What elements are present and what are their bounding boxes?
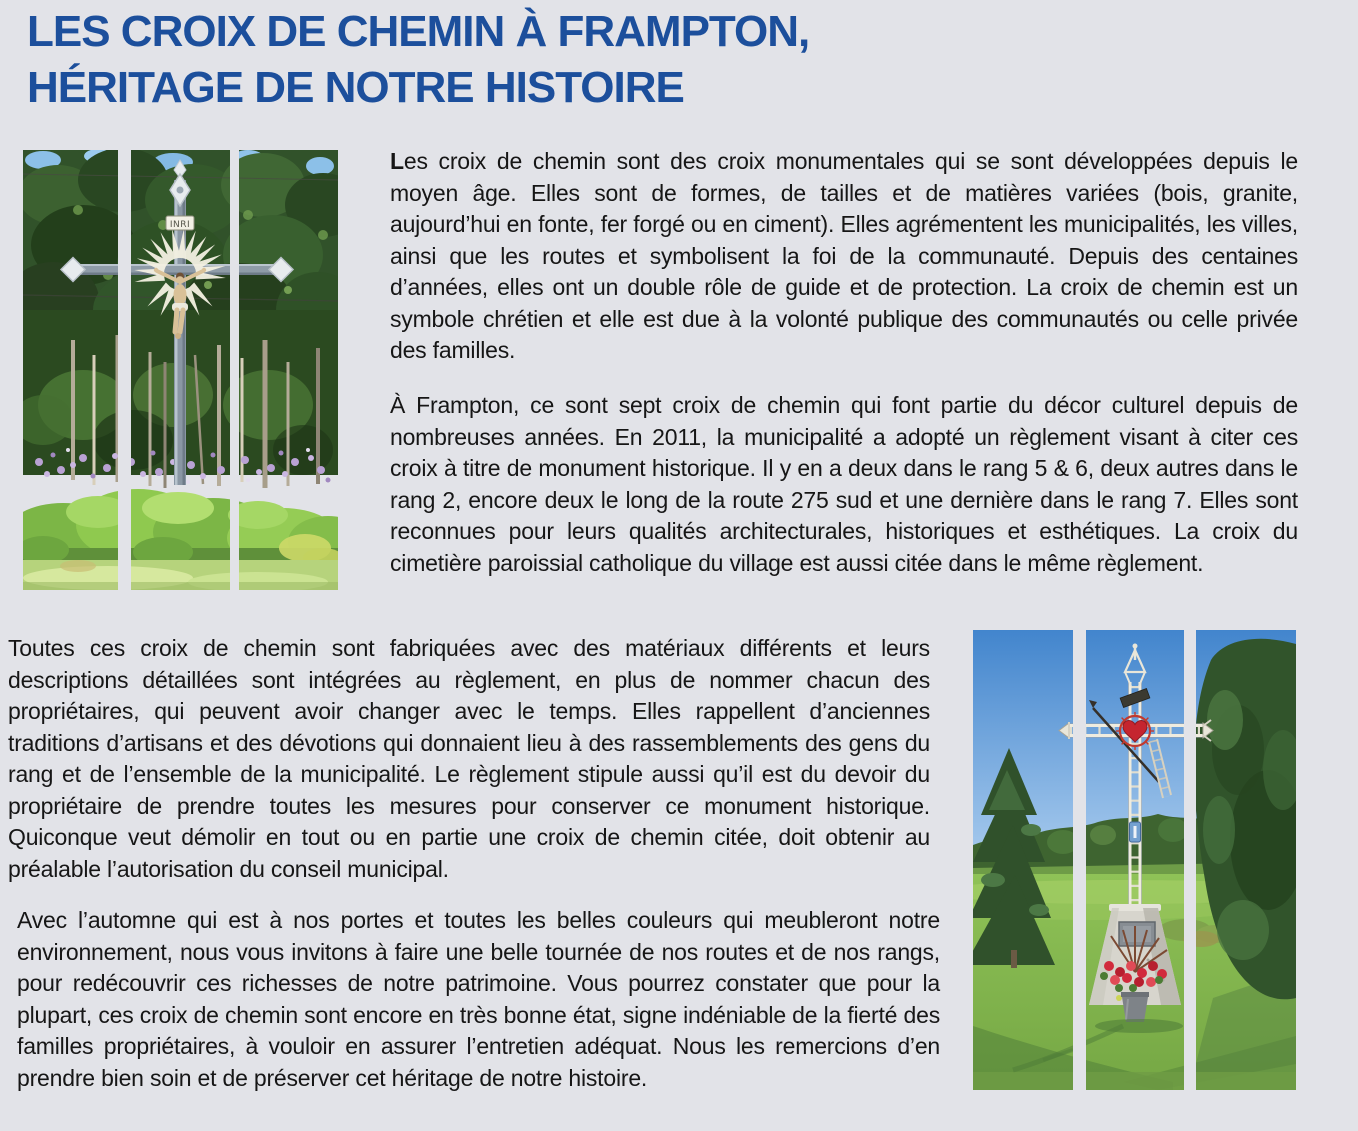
paragraph-intro [390,146,1298,367]
triptych-gap [230,150,239,590]
forest-cross-scene [23,150,338,590]
mary-icon [1130,822,1141,842]
svg-text:INRI: INRI [169,220,191,230]
paragraph-intro-text: es croix de chemin sont des croix monumentales qui se sont développées depuis le moyen âge. Elles sont de formes, de tailles et de matières variées (bois, granite, aujourd’hui en fonte, fer forgé ou en ciment). Elles agrémentent les municipalités, les villes, ainsi que les routes et symbolisent la foi de la communauté. Depuis des centaines d’années, elles ont un double rôle de guide et de protection. La croix de chemin est un symbole chrétien et elle est due à la volonté publique des communautés ou celle privée des familles. [390,148,1298,363]
inri-plaque [166,216,194,230]
grass-strip [23,560,338,590]
triptych-gap [1073,630,1086,1090]
page-title-line1: LES CROIX DE CHEMIN À FRAMPTON, [27,7,810,56]
page-title-line2: HÉRITAGE DE NOTRE HISTOIRE [27,63,684,112]
flower-pot [1121,992,1149,997]
lead-capital: L [390,148,404,174]
field-cross-scene [973,630,1296,1090]
field-cross-triptych-photo [973,630,1296,1090]
triptych-gap [1184,630,1196,1090]
hosta-foliage [23,489,338,570]
paragraph-frampton: À Frampton, ce sont sept croix de chemin qui font partie du décor culturel depuis de nombreuses années. En 2011, la municipalité a adopté un règlement visant à citer ces croix à titre de monument historique. Il y en a deux dans le rang 5 & 6, deux autres dans le rang 2, encore deux le long de la route 275 sud et une dernière dans le rang 7. Elles sont reconnues pour leurs qualités architecturales, historiques et esthétiques. La croix du cimetière paroissial catholique du village est aussi citée dans le même règlement. [390,392,1298,576]
page-title [27,4,809,116]
forest-cross-triptych-photo [23,150,338,590]
paragraph-reglement: Toutes ces croix de chemin sont fabriquées avec des matériaux différents et leurs descriptions détaillées sont intégrées au règlement, en plus de nommer chacun des propriétaires, qui peuvent avoir changer avec le temps. Elles rappellent d’anciennes traditions d’artisans et des dévotions qui donnaient lieu à des rassemblements des gens du rang et de l’ensemble de la municipalité. Le règlement stipule aussi qu’il est du devoir du propriétaire de prendre toutes les mesures pour conserver ce monument historique. Quiconque veut démolir en tout ou en partie une croix de chemin citée, doit obtenir au préalable l’autorisation du conseil municipal. [8,635,930,882]
triptych-gap [118,150,131,590]
paragraph-automne: Avec l’automne qui est à nos portes et toutes les belles couleurs qui meubleront notre environnement, nous vous invitons à faire une belle tournée de nos routes et de nos rangs, pour redécouvrir ces richesses de notre patrimoine. Vous pourrez constater que pour la plupart, ces croix de chemin sont encore en très bonne état, signe indéniable de la fierté des familles propriétaires, à vouloir en assurer l’entretien adéquat. Nous les remercions d’en prendre bien soin et de préserver cet héritage de notre histoire. [17,907,940,1091]
